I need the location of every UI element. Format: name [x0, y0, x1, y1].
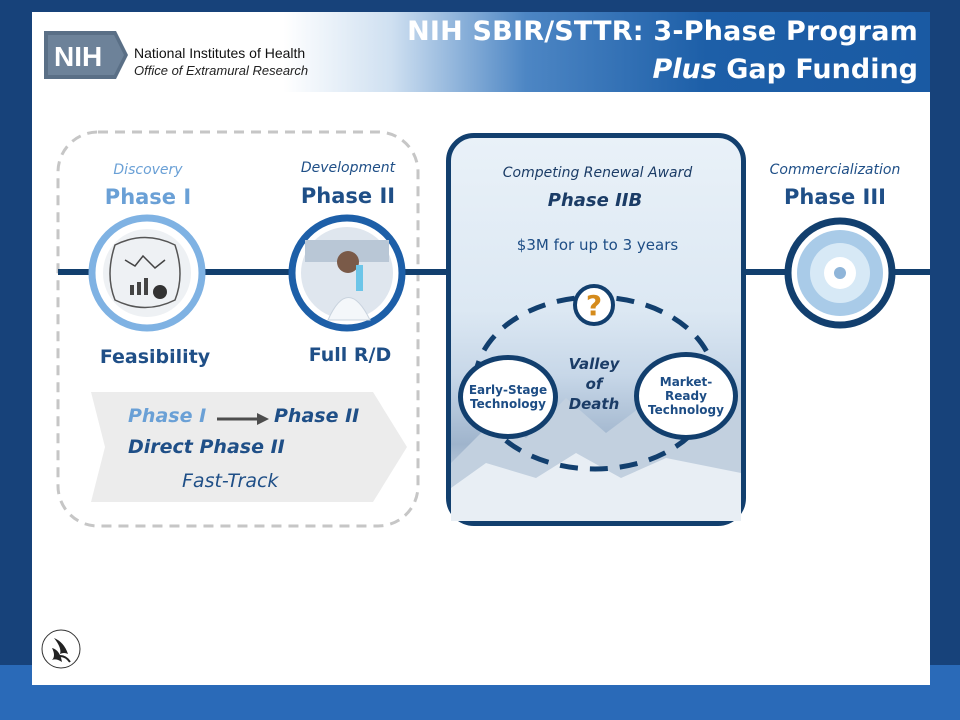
question-mark-icon: ?: [573, 284, 615, 326]
early-stage-line2: Technology: [470, 397, 546, 411]
page-title: NIH SBIR/STTR: 3-Phase Program: [407, 16, 918, 47]
discovery-label: Discovery: [113, 162, 183, 178]
hhs-eagle-seal: [40, 628, 82, 670]
market-ready-line3: Technology: [648, 403, 724, 417]
phase-ii-title: Phase II: [300, 184, 396, 208]
ft-fast-track: Fast-Track: [182, 470, 279, 492]
full-rd-label: Full R/D: [308, 344, 392, 366]
phase-i-title: Phase I: [104, 185, 192, 209]
renewal-label: Competing Renewal Award: [502, 165, 693, 181]
market-ready-bubble: [634, 352, 738, 440]
title-gap-funding: Gap Funding: [716, 54, 918, 85]
valley-circle: [446, 133, 746, 526]
death-word: Death: [568, 395, 620, 413]
valley-of-death: [548, 354, 640, 414]
of-word: of: [585, 375, 603, 393]
development-label: Development: [300, 160, 396, 176]
ft-phase-i: Phase I: [128, 405, 207, 427]
market-ready-line1: Market-: [659, 375, 713, 389]
ft-direct-phase-ii: Direct Phase II: [128, 436, 285, 458]
ft-phase-ii: Phase II: [274, 405, 360, 427]
early-stage-line1: Early-Stage: [468, 383, 548, 397]
funding-amount: $3M for up to 3 years: [516, 236, 679, 254]
valley-word: Valley: [568, 355, 620, 373]
commercialization-label: Commercialization: [769, 162, 901, 178]
phase-iii-title: Phase III: [783, 185, 886, 209]
nih-logo-text: NIH: [54, 41, 103, 72]
org-subtitle: Office of Extramural Research: [134, 63, 309, 78]
title-plus: Plus: [652, 54, 717, 85]
feasibility-label: Feasibility: [99, 346, 211, 368]
early-stage-bubble: [458, 355, 558, 439]
org-name: National Institutes of Health: [134, 45, 306, 61]
market-ready-line2: Ready: [665, 389, 707, 403]
phase-iib-title: Phase IIB: [547, 190, 643, 211]
